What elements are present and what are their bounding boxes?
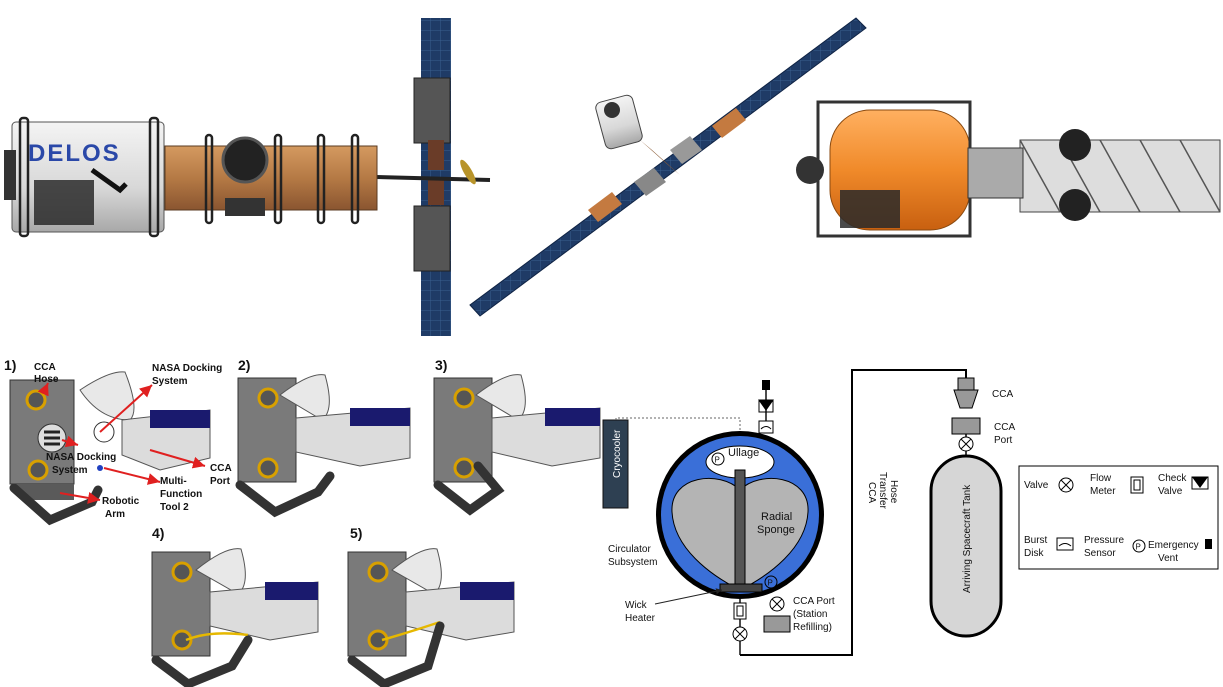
- label-cca-port: Port: [210, 476, 230, 487]
- copper-module: [165, 146, 377, 210]
- step-panel-2: [238, 357, 410, 512]
- tank-label: Arriving Spacecraft Tank: [962, 484, 973, 593]
- legend-pressure-sensor: Pressure: [1084, 535, 1125, 546]
- wick-heater-label: Wick: [625, 600, 647, 611]
- label-nasa-docking: NASA Docking: [152, 363, 223, 374]
- propellant-schematic: [603, 370, 1015, 655]
- hose-label: CCA: [866, 482, 877, 504]
- legend-check-valve: Valve: [1158, 486, 1183, 497]
- radial-sponge-label: Sponge: [757, 524, 795, 536]
- pressure-sensor-symbol: P: [1135, 542, 1141, 552]
- label-nasa-docking-lower: NASA Docking: [46, 452, 117, 463]
- legend-check-valve: Check: [1158, 473, 1187, 484]
- legend-emergency-vent: Emergency: [1148, 540, 1199, 551]
- emergency-vent-icon: [762, 380, 770, 390]
- legend-pressure-sensor: Sensor: [1084, 548, 1116, 559]
- render-delos-side: [4, 18, 490, 336]
- delos-bus-small: [594, 94, 643, 150]
- radiator-panel: [414, 206, 450, 271]
- legend-flow-meter: Meter: [1090, 486, 1116, 497]
- pressure-sensor-symbol: P: [767, 578, 773, 588]
- label-robotic-arm: Arm: [105, 509, 126, 520]
- cca-station-port: [764, 616, 790, 632]
- flow-meter-icon: [734, 603, 746, 619]
- ullage-label: Ullage: [728, 447, 760, 459]
- legend-burst-disk: Burst: [1024, 535, 1048, 546]
- legend-flow-meter: Flow: [1090, 473, 1112, 484]
- emergency-vent-icon: [1205, 539, 1212, 549]
- label-robotic-arm: Robotic: [102, 496, 140, 507]
- cca-station-port-label: Refilling): [793, 622, 832, 633]
- step-label: 5): [350, 525, 363, 541]
- hose-label: Transfer: [877, 472, 888, 509]
- flow-meter-icon: [1131, 477, 1143, 493]
- cca-station-port-label: CCA Port: [793, 596, 835, 607]
- legend: [1019, 466, 1218, 569]
- cca-port: [952, 418, 980, 434]
- step-panel-4: [152, 525, 318, 684]
- label-mft: Function: [160, 489, 203, 500]
- circulator-label: Circulator: [608, 544, 651, 555]
- label-nasa-docking-lower: System: [52, 465, 88, 476]
- circulator-label: Subsystem: [608, 557, 658, 568]
- cca-label: CCA: [992, 389, 1014, 400]
- step-panel-5: [348, 525, 514, 684]
- legend-emergency-vent: Vent: [1158, 553, 1179, 564]
- label-cca-hose: Hose: [34, 374, 59, 385]
- cca-port-label: Port: [994, 435, 1013, 446]
- label-cca-hose: CCA: [34, 362, 56, 373]
- cca-station-port-label: (Station: [793, 609, 828, 620]
- label-mft: Tool 2: [160, 502, 189, 513]
- label-nasa-docking: System: [152, 376, 188, 387]
- step-panel-3: [434, 357, 600, 510]
- legend-valve: Valve: [1024, 480, 1049, 491]
- cryocooler-label: Cryocooler: [612, 429, 623, 478]
- wick-heater-label: Heater: [625, 613, 656, 624]
- cca-port-label: CCA: [994, 422, 1016, 433]
- step-label: 4): [152, 525, 165, 541]
- radiator-panel: [414, 78, 450, 143]
- cca-hose-port: [27, 391, 45, 409]
- delos-logo: DELOS: [28, 140, 121, 167]
- render-delos-tank: [796, 102, 1220, 236]
- radial-sponge-label: Radial: [761, 511, 793, 523]
- nasa-docking-cone: [80, 372, 134, 420]
- label-cca-port: CCA: [210, 463, 232, 474]
- step-label: 2): [238, 357, 251, 373]
- antenna-dish: [458, 158, 479, 186]
- cca-coupling: [958, 378, 974, 390]
- check-valve-icon: [759, 400, 773, 410]
- step-label: 3): [435, 357, 448, 373]
- step-label: 1): [4, 357, 17, 373]
- hose-label: Hose: [888, 480, 899, 504]
- step-panel-1: [4, 357, 232, 520]
- legend-burst-disk: Disk: [1024, 548, 1044, 559]
- legend-box: [1019, 466, 1218, 569]
- pressure-sensor-symbol: P: [714, 455, 720, 465]
- label-mft: Multi-: [160, 476, 187, 487]
